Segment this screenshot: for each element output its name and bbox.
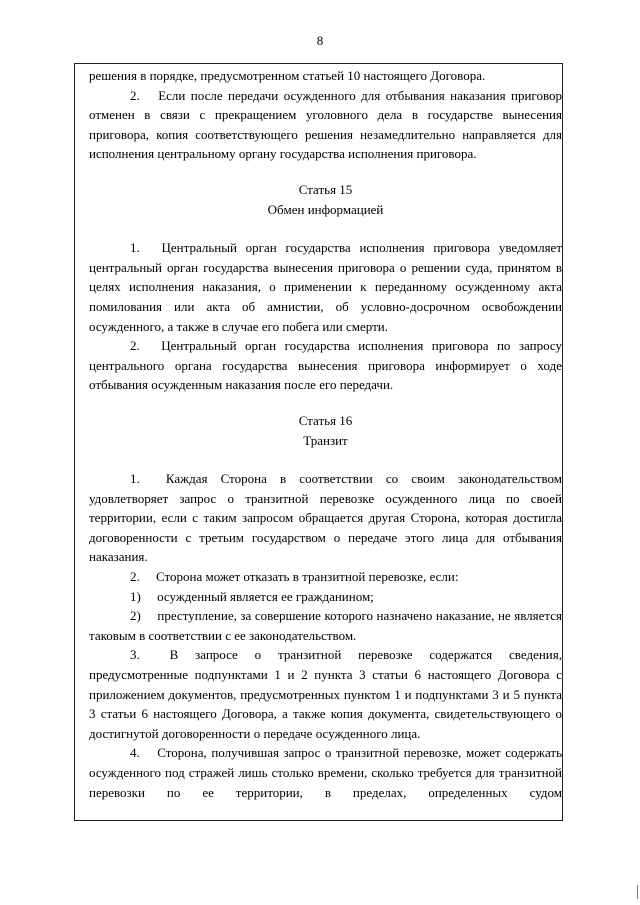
document-body xyxy=(89,66,562,802)
article-16-subtitle: Транзит xyxy=(303,432,348,448)
article-15-title: Статья 15 xyxy=(298,181,353,197)
paragraph-article16-item4: 4. Сторона, получившая запрос о транзитной перевозке, может содержать осужденного под стражей лишь столько времени, сколько требуется для транзитной перевозки по ее территории, в пределах, определенных судом xyxy=(89,745,562,800)
paragraph-article16-item1: 1. Каждая Сторона в соответствии со своим законодательством удовлетворяет запрос о транзитной перевозке осужденного лица по своей территории, если с таким запросом обращается другая Сторона, которая достигла договоренности с третьим государством о передаче этого лица для отбывания наказания. xyxy=(89,471,562,565)
article-16-title: Статья 16 xyxy=(298,412,353,428)
paragraph-article16-subitem1: 1) осужденный является ее гражданином; xyxy=(130,588,374,604)
paragraph-article16-item3: 3. В запросе о транзитной перевозке содержатся сведения, предусмотренные подпунктами 1 и 2 пункта 3 статьи 6 настоящего Договора с приложением документов, предусмотренных пунктом 1 и подпунктами 3 и 5 пункта 3 статьи 6 настоящего Договора, а также копия документа, свидетельствующего о достигнутой договоренности о передаче осужденного лица. xyxy=(89,647,562,741)
paragraph-continuation: решения в порядке, предусмотренном статьей 10 настоящего Договора. xyxy=(89,68,486,83)
paragraph-article15-item1: 1. Центральный орган государства исполнения приговора уведомляет центральный орган государства вынесения приговора о решении суда, принятом в целях исполнения наказания, о применении к переданному осужденному акта помилования или акта об амнистии, об условно-досрочном освобождении осужденного, а также в случае его побега или смерти. xyxy=(89,240,562,334)
paragraph-article16-subitem2: 2) преступление, за совершение которого назначено наказание, не является таковым в соответствии с ее законодательством. xyxy=(89,608,562,643)
paragraph-article16-item2: 2. Сторона может отказать в транзитной перевозке, если: xyxy=(130,569,459,585)
scan-edge-mark xyxy=(637,885,638,899)
article-15-subtitle: Обмен информацией xyxy=(267,201,384,217)
page-number: 8 xyxy=(316,33,324,48)
paragraph-article15-item2: 2. Центральный орган государства исполнения приговора по запросу центрального органа государства вынесения приговора информирует о ходе отбывания осужденным наказания после его передачи. xyxy=(89,338,562,393)
paragraph-article14-item2: 2. Если после передачи осужденного для отбывания наказания приговор отменен в связи с прекращением уголовного дела в государстве вынесения приговора, копия соответствующего решения незамедлительно направляется для исполнения центральному органу государства исполнения приговора. xyxy=(89,87,562,162)
